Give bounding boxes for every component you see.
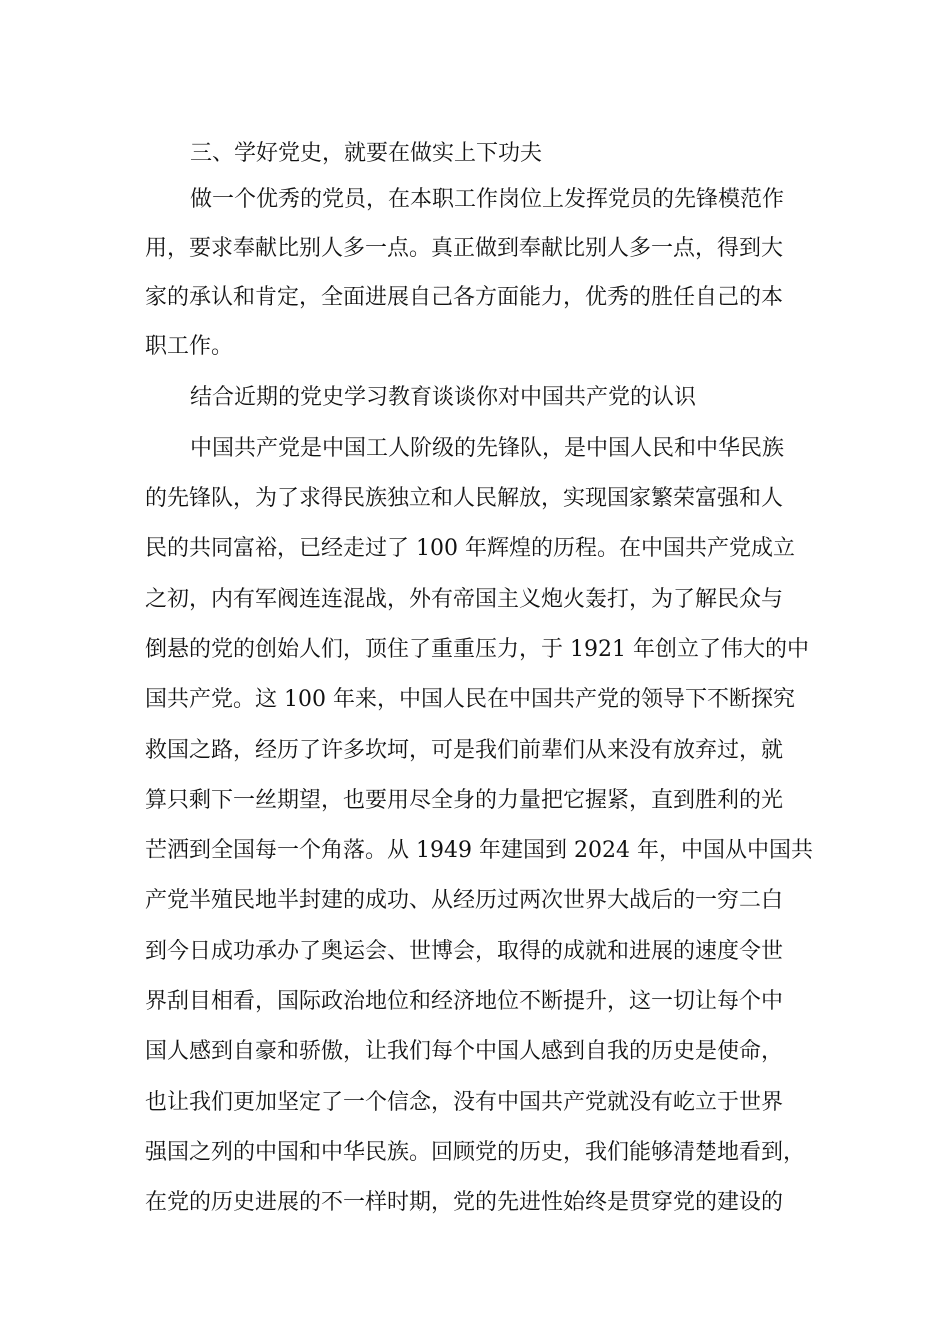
paragraph-line: 家的承认和肯定，全面进展自己各方面能力，优秀的胜任自己的本 <box>145 285 784 310</box>
paragraph-line: 在党的历史进展的不一样时期，党的先进性始终是贯穿党的建设的 <box>145 1190 784 1215</box>
paragraph-line: 芒洒到全国每一个角落。从 1949 年建国到 2024 年，中国从中国共 <box>145 838 813 863</box>
paragraph-line: 救国之路，经历了许多坎坷，可是我们前辈们从来没有放弃过，就 <box>145 738 784 763</box>
paragraph-line: 的先锋队，为了求得民族独立和人民解放，实现国家繁荣富强和人 <box>145 486 784 511</box>
paragraph-line: 国人感到自豪和骄傲，让我们每个中国人感到自我的历史是使命， <box>145 1039 784 1064</box>
paragraph-line: 到今日成功承办了奥运会、世博会，取得的成就和进展的速度令世 <box>145 939 784 964</box>
paragraph-line: 用，要求奉献比别人多一点。真正做到奉献比别人多一点，得到大 <box>145 236 784 261</box>
paragraph-line: 职工作。 <box>145 334 234 359</box>
paragraph-line: 算只剩下一丝期望，也要用尽全身的力量把它握紧，直到胜利的光 <box>145 788 784 813</box>
section-heading: 三、学好党史，就要在做实上下功夫 <box>190 141 543 166</box>
paragraph-line: 也让我们更加坚定了一个信念，没有中国共产党就没有屹立于世界 <box>145 1090 784 1115</box>
paragraph-line: 产党半殖民地半封建的成功、从经历过两次世界大战后的一穷二白 <box>145 888 784 913</box>
paragraph-line: 做一个优秀的党员，在本职工作岗位上发挥党员的先锋模范作 <box>190 187 785 212</box>
paragraph-line: 民的共同富裕，已经走过了 100 年辉煌的历程。在中国共产党成立 <box>145 536 795 561</box>
paragraph-line: 中国共产党是中国工人阶级的先锋队，是中国人民和中华民族 <box>190 436 785 461</box>
paragraph-line: 之初，内有军阀连连混战，外有帝国主义炮火轰打，为了解民众与 <box>145 587 784 612</box>
paragraph-line: 强国之列的中国和中华民族。回顾党的历史，我们能够清楚地看到， <box>145 1140 806 1165</box>
topic-heading: 结合近期的党史学习教育谈谈你对中国共产党的认识 <box>190 385 697 410</box>
paragraph-line: 界刮目相看，国际政治地位和经济地位不断提升，这一切让每个中 <box>145 989 784 1014</box>
paragraph-line: 国共产党。这 100 年来，中国人民在中国共产党的领导下不断探究 <box>145 687 795 712</box>
paragraph-line: 倒悬的党的创始人们，顶住了重重压力，于 1921 年创立了伟大的中 <box>145 637 809 662</box>
